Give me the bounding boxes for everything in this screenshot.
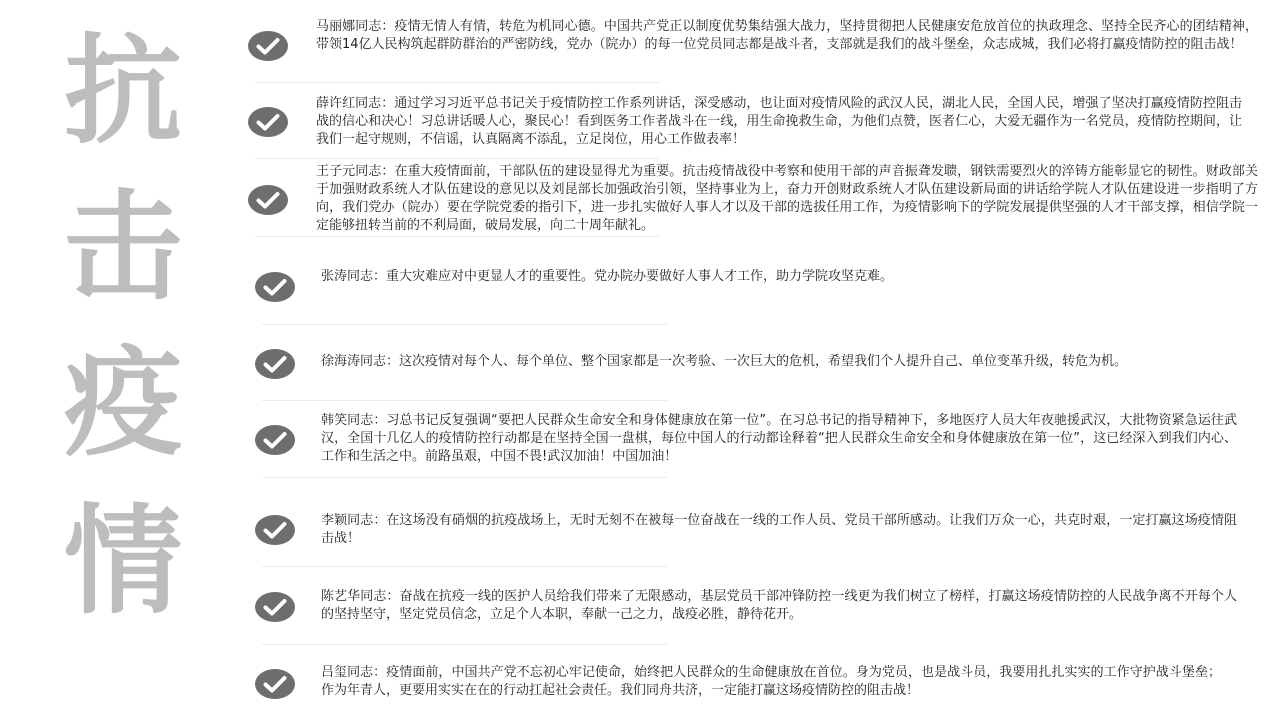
check-circle-icon bbox=[248, 106, 288, 138]
title-char-1: 抗 bbox=[63, 22, 182, 160]
divider bbox=[255, 82, 660, 83]
check-circle-icon bbox=[255, 271, 295, 303]
divider bbox=[262, 400, 667, 401]
check-circle-icon bbox=[248, 30, 288, 62]
divider bbox=[262, 477, 667, 478]
check-circle-icon bbox=[255, 668, 295, 700]
vertical-title bbox=[48, 0, 198, 720]
title-char-2: 击 bbox=[63, 178, 182, 316]
comment-lv-xi: 吕玺同志：疫情面前，中国共产党不忘初心牢记使命，始终把人民群众的生命健康放在首位。身为党员，也是战斗员，我要用扎扎实实的工作守护战斗堡垒；作为年青人，更要用实实在在的行动扛起社会责任。我们同舟共济，一定能打赢这场疫情防控的阻击战！ bbox=[321, 665, 1221, 698]
divider bbox=[255, 236, 660, 237]
title-char-4: 情 bbox=[63, 492, 182, 630]
title-char-3: 疫 bbox=[63, 334, 182, 472]
divider bbox=[262, 324, 667, 325]
comment-li-ying: 李颖同志：在这场没有硝烟的抗疫战场上，无时无刻不在被每一位奋战在一线的工作人员、党员干部所感动。让我们万众一心，共克时艰，一定打赢这场疫情阻击战！ bbox=[321, 513, 1237, 546]
divider bbox=[262, 566, 667, 567]
comment-wang-ziyuan: 王子元同志：在重大疫情面前，干部队伍的建设显得尤为重要。抗击疫情战役中考察和使用干部的声音振聋发聩，钢铁需要烈火的淬铸方能彰显它的韧性。财政部关于加强财政系统人才队伍建设的意见以及刘昆部长加强政治引领，坚持事业为上，奋力开创财政系统人才队伍建设新局面的讲话给学院人才队伍建设进一步指明了方向，我们党办（院办）要在学院党委的指引下，进一步扎实做好人事人才以及干部的选拔任用工作，为疫情影响下的学院发展提供坚强的人才干部支撑，相信学院一定能够扭转当前的不利局面，破局发展，向二十周年献礼。 bbox=[316, 164, 1258, 233]
check-circle-icon bbox=[255, 348, 295, 380]
divider bbox=[255, 158, 660, 159]
check-circle-icon bbox=[255, 591, 295, 623]
check-circle-icon bbox=[255, 514, 295, 546]
check-circle-icon bbox=[255, 424, 295, 456]
comment-xu-haitao: 徐海涛同志：这次疫情对每个人、每个单位、整个国家都是一次考验、一次巨大的危机，希望我们个人提升自己、单位变革升级，转危为机。 bbox=[321, 354, 1128, 369]
comment-zhang-tao: 张涛同志：重大灾难应对中更显人才的重要性。党办院办要做好人事人才工作，助力学院攻坚克难。 bbox=[321, 269, 894, 284]
comment-xue-xuhong: 薛许红同志：通过学习习近平总书记关于疫情防控工作系列讲话，深受感动，也让面对疫情风险的武汉人民，湖北人民，全国人民，增强了坚决打赢疫情防控阻击战的信心和决心！习总讲话暖人心，聚民心！看到医务工作者战斗在一线，用生命挽救生命，为他们点赞，医者仁心，大爱无疆作为一名党员，疫情防控期间，让我们一起守规则，不信谣，认真隔离不添乱，立足岗位，用心工作做表率！ bbox=[316, 96, 1242, 147]
comment-han-xiao: 韩笑同志：习总书记反复强调“要把人民群众生命安全和身体健康放在第一位”。在习总书记的指导精神下，多地医疗人员大年夜驰援武汉，大批物资紧急运往武汉，全国十几亿人的疫情防控行动都是在坚持全国一盘棋，每位中国人的行动都诠释着“把人民群众生命安全和身体健康放在第一位”，这已经深入到我们内心、工作和生活之中。前路虽艰，中国不畏!武汉加油！中国加油！ bbox=[321, 413, 1237, 464]
comment-ma-lina: 马丽娜同志：疫情无情人有情，转危为机同心德。中国共产党正以制度优势集结强大战力，坚持贯彻把人民健康安危放首位的执政理念、坚持全民齐心的团结精神，带领14亿人民构筑起群防群治的严密防线，党办（院办）的每一位党员同志都是战斗者，支部就是我们的战斗堡垒，众志成城，我们必将打赢疫情防控的阻击战！ bbox=[316, 19, 1258, 52]
check-circle-icon bbox=[248, 184, 288, 216]
divider bbox=[262, 644, 667, 645]
comment-chen-yihua: 陈艺华同志：奋战在抗疫一线的医护人员给我们带来了无限感动，基层党员干部冲锋防控一线更为我们树立了榜样，打赢这场疫情防控的人民战争离不开每个人的坚持坚守，坚定党员信念，立足个人本职，奉献一己之力，战疫必胜，静待花开。 bbox=[321, 589, 1237, 622]
